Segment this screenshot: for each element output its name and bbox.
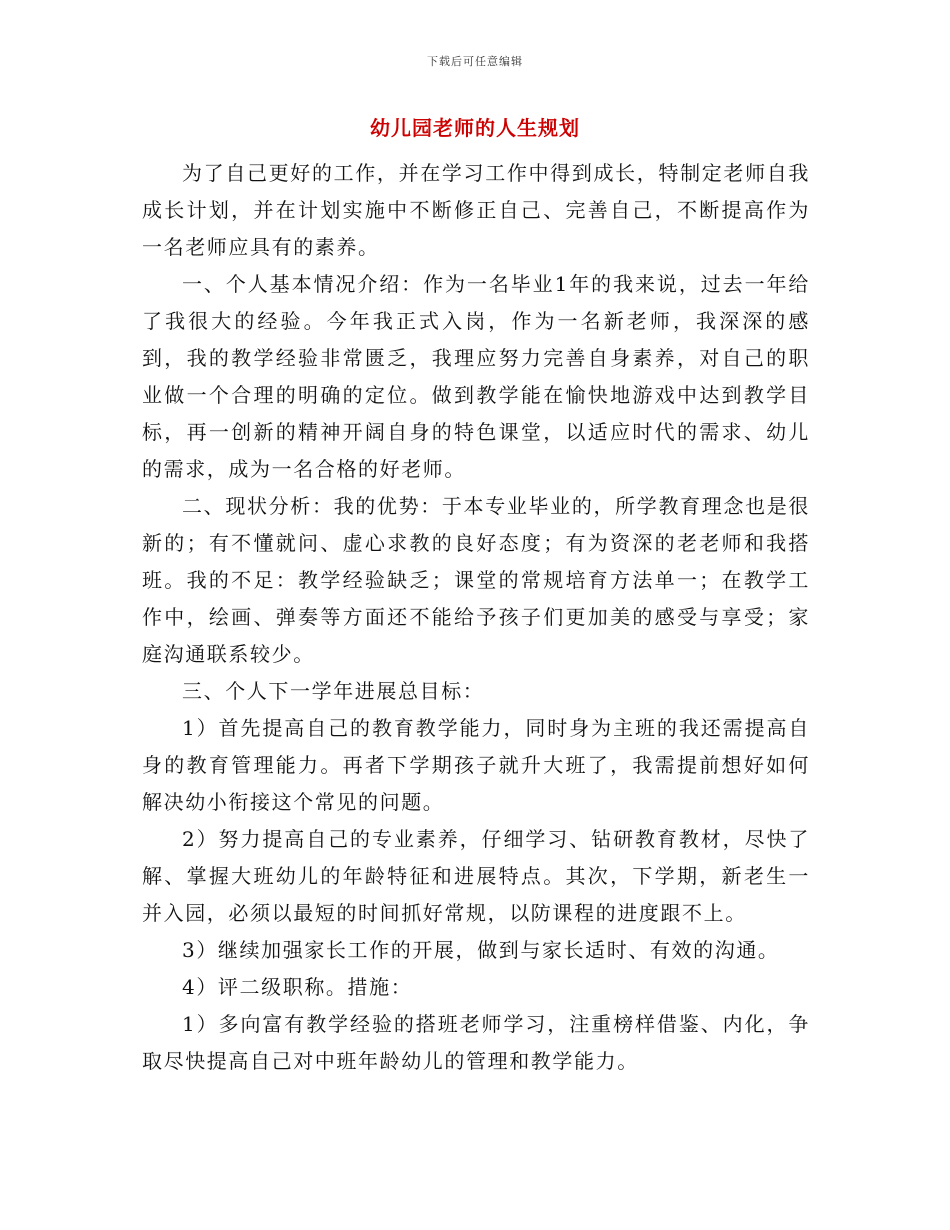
paragraph-goal-2: 2）努力提高自己的专业素养，仔细学习、钻研教育教材，尽快了解、掌握大班幼儿的年龄特征和进展特点。其次，下学期，新老生一并入园，必须以最短的时间抓好常规，以防课程的进度跟不上。	[142, 827, 810, 925]
paragraph-goal-4: 4）评二级职称。措施：	[182, 975, 413, 999]
paragraph-section-1: 一、个人基本情况介绍：作为一名毕业1年的我来说，过去一年给了我很大的经验。今年我正式入岗，作为一名新老师，我深深的感到，我的教学经验非常匮乏，我理应努力完善自身素养，对自己的职业做一个合理的明确的定位。做到教学能在愉快地游戏中达到教学目标，再一创新的精神开阔自身的特色课堂，以适应时代的需求、幼儿的需求，成为一名合格的好老师。	[142, 272, 810, 481]
paragraph-goal-1: 1）首先提高自己的教育教学能力，同时身为主班的我还需提高自身的教育管理能力。再者下学期孩子就升大班了，我需提前想好如何解决幼小衔接这个常见的问题。	[142, 716, 810, 814]
document-title: 幼儿园老师的人生规划	[370, 116, 580, 140]
paragraph-measure-1: 1）多向富有教学经验的搭班老师学习，注重榜样借鉴、内化，争取尽快提高自己对中班年龄幼儿的管理和教学能力。	[142, 1012, 810, 1073]
document-body	[142, 155, 810, 1080]
paragraph-intro: 为了自己更好的工作，并在学习工作中得到成长，特制定老师自我成长计划，并在计划实施中不断修正自己、完善自己，不断提高作为一名老师应具有的素养。	[142, 161, 810, 259]
paragraph-section-3-heading: 三、个人下一学年进展总目标：	[182, 679, 485, 703]
header-note: 下载后可任意编辑	[427, 55, 523, 68]
paragraph-section-2: 二、现状分析：我的优势：于本专业毕业的，所学教育理念也是很新的；有不懂就问、虚心求教的良好态度；有为资深的老老师和我搭班。我的不足：教学经验缺乏；课堂的常规培育方法单一；在教学工作中，绘画、弹奏等方面还不能给予孩子们更加美的感受与享受；家庭沟通联系较少。	[142, 494, 810, 666]
paragraph-goal-3: 3）继续加强家长工作的开展，做到与家长适时、有效的沟通。	[182, 938, 780, 962]
